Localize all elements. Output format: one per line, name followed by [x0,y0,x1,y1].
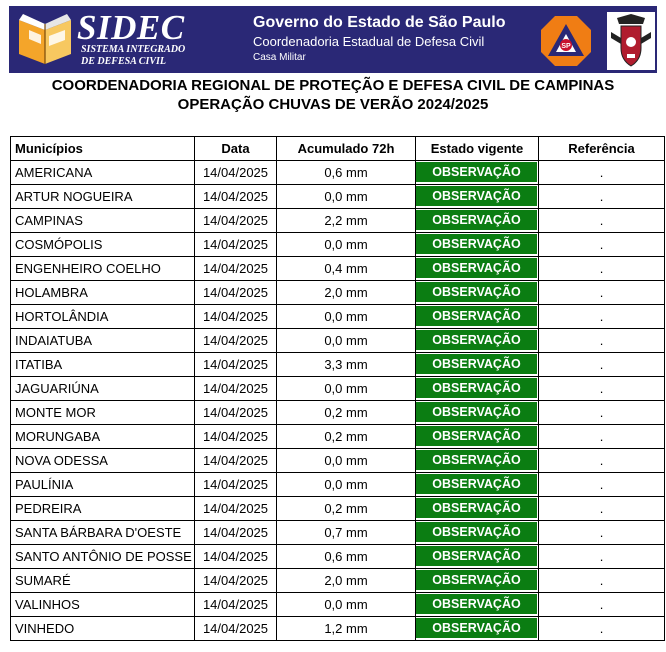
cell-data: 14/04/2025 [195,281,277,305]
table-row [11,425,665,449]
cell-referencia: . [539,185,665,209]
cell-municipio: NOVA ODESSA [11,449,195,473]
cell-municipio: ENGENHEIRO COELHO [11,257,195,281]
table-row [11,233,665,257]
cell-estado [416,377,539,401]
cell-municipio: ARTUR NOGUEIRA [11,185,195,209]
cell-referencia: . [539,209,665,233]
cell-data: 14/04/2025 [195,353,277,377]
cell-data: 14/04/2025 [195,257,277,281]
status-badge: OBSERVAÇÃO [416,378,537,400]
status-badge: OBSERVAÇÃO [416,234,537,256]
cell-estado [416,353,539,377]
cell-municipio: VINHEDO [11,617,195,641]
cell-referencia: . [539,353,665,377]
cell-estado [416,209,539,233]
cell-referencia: . [539,281,665,305]
cell-estado [416,617,539,641]
cell-estado [416,281,539,305]
table-row [11,497,665,521]
cell-municipio: INDAIATUBA [11,329,195,353]
header-banner [9,6,657,73]
status-badge: OBSERVAÇÃO [416,474,537,496]
cell-municipio: HORTOLÂNDIA [11,305,195,329]
table-row [11,569,665,593]
cell-referencia: . [539,449,665,473]
cell-data: 14/04/2025 [195,209,277,233]
cell-referencia: . [539,617,665,641]
cell-data: 14/04/2025 [195,521,277,545]
status-badge: OBSERVAÇÃO [416,306,537,328]
government-department: Casa Militar [253,52,306,63]
table-row [11,329,665,353]
status-badge: OBSERVAÇÃO [416,426,537,448]
table-row [11,209,665,233]
status-badge: OBSERVAÇÃO [416,186,537,208]
cell-referencia: . [539,305,665,329]
cell-data: 14/04/2025 [195,425,277,449]
rainfall-status-table [10,136,665,641]
brand-subtitle-line1: SISTEMA INTEGRADO [81,44,186,55]
cell-estado [416,449,539,473]
cell-acumulado: 0,0 mm [277,233,416,257]
cell-estado [416,305,539,329]
cell-referencia: . [539,473,665,497]
column-header-acumulado: Acumulado 72h [277,137,416,161]
column-header-estado: Estado vigente [416,137,539,161]
cell-municipio: ITATIBA [11,353,195,377]
cell-estado [416,545,539,569]
cell-estado [416,233,539,257]
cell-acumulado: 0,0 mm [277,593,416,617]
document-subtitle: OPERAÇÃO CHUVAS DE VERÃO 2024/2025 [177,96,489,113]
cell-data: 14/04/2025 [195,497,277,521]
cell-data: 14/04/2025 [195,329,277,353]
table-row [11,473,665,497]
table-row [11,617,665,641]
cell-estado [416,161,539,185]
government-subtitle: Coordenadoria Estadual de Defesa Civil [253,34,485,49]
cell-data: 14/04/2025 [195,233,277,257]
cell-municipio: AMERICANA [11,161,195,185]
table-row [11,377,665,401]
cell-municipio: HOLAMBRA [11,281,195,305]
status-badge: OBSERVAÇÃO [416,210,537,232]
cell-municipio: MONTE MOR [11,401,195,425]
table-row [11,593,665,617]
cell-estado [416,401,539,425]
table-row [11,545,665,569]
document-title: COORDENADORIA REGIONAL DE PROTEÇÃO E DEFESA CIVIL DE CAMPINAS [51,77,615,94]
cell-estado [416,257,539,281]
cell-estado [416,473,539,497]
cell-municipio: SANTO ANTÔNIO DE POSSE [11,545,195,569]
brand-subtitle [81,44,185,68]
status-badge: OBSERVAÇÃO [416,162,537,184]
table-row [11,161,665,185]
table-row [11,401,665,425]
cell-acumulado: 0,4 mm [277,257,416,281]
table-header-row [11,137,665,161]
cell-municipio: CAMPINAS [11,209,195,233]
cell-referencia: . [539,161,665,185]
cell-referencia: . [539,329,665,353]
cell-acumulado: 0,0 mm [277,473,416,497]
open-book-logo-icon [15,10,75,68]
status-badge: OBSERVAÇÃO [416,498,537,520]
table-row [11,305,665,329]
cell-estado [416,329,539,353]
defesa-civil-badge-text: SP [561,43,571,50]
cell-data: 14/04/2025 [195,185,277,209]
status-badge: OBSERVAÇÃO [416,354,537,376]
status-badge: OBSERVAÇÃO [416,618,537,640]
table-row [11,281,665,305]
cell-data: 14/04/2025 [195,377,277,401]
cell-acumulado: 0,2 mm [277,401,416,425]
military-crest-icon [607,12,655,70]
cell-acumulado: 0,2 mm [277,497,416,521]
cell-estado [416,185,539,209]
column-header-referencia: Referência [539,137,665,161]
cell-acumulado: 2,0 mm [277,281,416,305]
brand-subtitle-line2: DE DEFESA CIVIL [81,56,167,67]
cell-acumulado: 1,2 mm [277,617,416,641]
cell-data: 14/04/2025 [195,473,277,497]
cell-referencia: . [539,401,665,425]
brand-wordmark: SIDEC [77,8,185,47]
column-header-municipios: Municípios [11,137,195,161]
cell-referencia: . [539,425,665,449]
cell-acumulado: 0,2 mm [277,425,416,449]
status-badge: OBSERVAÇÃO [416,570,537,592]
defesa-civil-logo-icon [539,14,593,68]
cell-acumulado: 0,0 mm [277,449,416,473]
cell-data: 14/04/2025 [195,545,277,569]
cell-municipio: PAULÍNIA [11,473,195,497]
cell-municipio: JAGUARIÚNA [11,377,195,401]
cell-referencia: . [539,377,665,401]
status-badge: OBSERVAÇÃO [416,546,537,568]
cell-referencia: . [539,569,665,593]
cell-estado [416,593,539,617]
cell-estado [416,569,539,593]
status-badge: OBSERVAÇÃO [416,402,537,424]
cell-referencia: . [539,233,665,257]
cell-acumulado: 0,6 mm [277,161,416,185]
cell-municipio: SANTA BÁRBARA D'OESTE [11,521,195,545]
cell-data: 14/04/2025 [195,305,277,329]
cell-referencia: . [539,257,665,281]
cell-municipio: MORUNGABA [11,425,195,449]
cell-data: 14/04/2025 [195,593,277,617]
cell-acumulado: 2,0 mm [277,569,416,593]
status-badge: OBSERVAÇÃO [416,258,537,280]
status-badge: OBSERVAÇÃO [416,282,537,304]
cell-referencia: . [539,545,665,569]
cell-estado [416,497,539,521]
cell-acumulado: 0,0 mm [277,305,416,329]
cell-estado [416,521,539,545]
government-title: Governo do Estado de São Paulo [253,14,506,31]
status-badge: OBSERVAÇÃO [416,330,537,352]
cell-acumulado: 3,3 mm [277,353,416,377]
status-badge: OBSERVAÇÃO [416,594,537,616]
table-row [11,257,665,281]
cell-municipio: PEDREIRA [11,497,195,521]
cell-acumulado: 0,6 mm [277,545,416,569]
cell-data: 14/04/2025 [195,161,277,185]
table-row [11,521,665,545]
table-row [11,449,665,473]
column-header-data: Data [195,137,277,161]
table-row [11,185,665,209]
cell-data: 14/04/2025 [195,569,277,593]
cell-acumulado: 0,7 mm [277,521,416,545]
cell-acumulado: 0,0 mm [277,185,416,209]
cell-acumulado: 0,0 mm [277,329,416,353]
cell-data: 14/04/2025 [195,401,277,425]
table-row [11,353,665,377]
cell-data: 14/04/2025 [195,617,277,641]
cell-municipio: COSMÓPOLIS [11,233,195,257]
cell-municipio: VALINHOS [11,593,195,617]
cell-municipio: SUMARÉ [11,569,195,593]
status-badge: OBSERVAÇÃO [416,450,537,472]
cell-referencia: . [539,521,665,545]
cell-acumulado: 0,0 mm [277,377,416,401]
cell-acumulado: 2,2 mm [277,209,416,233]
status-badge: OBSERVAÇÃO [416,522,537,544]
cell-referencia: . [539,593,665,617]
cell-data: 14/04/2025 [195,449,277,473]
cell-estado [416,425,539,449]
cell-referencia: . [539,497,665,521]
